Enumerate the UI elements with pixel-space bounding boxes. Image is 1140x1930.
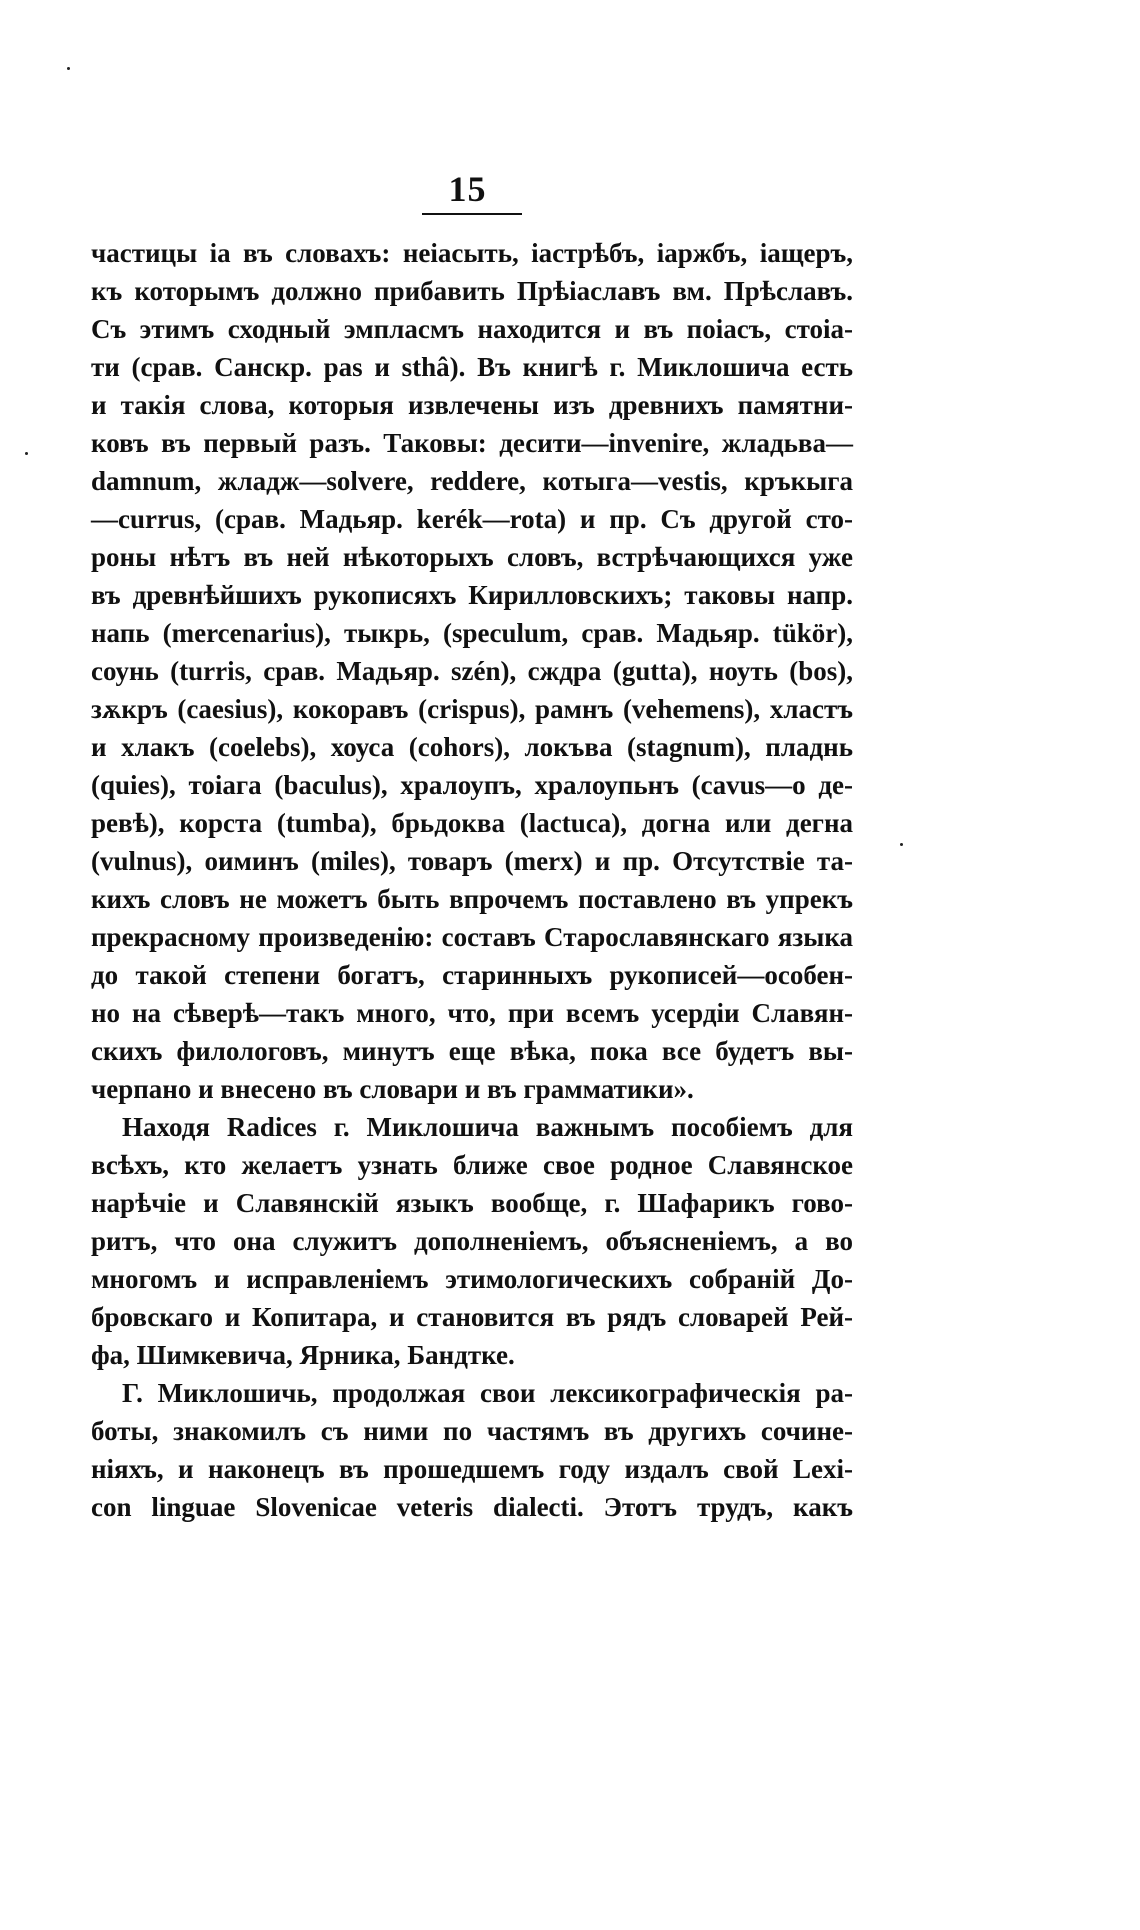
text-line: въ древнѣйшихъ рукописяхъ Кирилловскихъ; таковы напр. xyxy=(91,580,853,610)
text-line: прекрасному произведенію: составъ Старославянскаго языка xyxy=(91,922,853,952)
text-line: и такія слова, которыя извлечены изъ древнихъ памятни- xyxy=(91,390,853,420)
text-line: (vulnus), оиминъ (miles), товаръ (merx) и пр. Отсутствіе та- xyxy=(91,846,853,876)
text-line: зѫкръ (caesius), кокоравъ (crispus), рамнъ (vehemens), хластъ xyxy=(91,694,853,724)
text-line: соунь (turris, срав. Мадьяр. szén), сждра (gutta), ноуть (bos), xyxy=(91,656,853,686)
text-line: фа, Шимкевича, Ярника, Бандтке. xyxy=(91,1340,515,1370)
text-line: Съ этимъ сходный эмпласмъ находится и въ поiасъ, стоiа- xyxy=(91,314,853,344)
text-line: ритъ, что она служитъ дополненіемъ, объясненіемъ, а во xyxy=(91,1226,853,1256)
text-line: всѣхъ, кто желаетъ узнать ближе свое родное Славянское xyxy=(91,1150,853,1180)
page-number: 15 xyxy=(448,169,487,209)
text-line: роны нѣтъ въ ней нѣкоторыхъ словъ, встрѣчающихся уже xyxy=(91,542,853,572)
paragraph-first-line: Находя Radices г. Миклошича важнымъ пособіемъ для xyxy=(122,1112,853,1142)
text-line: ковъ въ первый разъ. Таковы: десити—invenire, жладьва— xyxy=(91,428,853,458)
page-number-rule xyxy=(422,213,522,215)
text-line: —currus, (срав. Мадьяр. kerék—rota) и пр. Съ другой сто- xyxy=(91,504,853,534)
text-line: къ которымъ должно прибавить Прѣiаславъ вм. Прѣславъ. xyxy=(91,276,853,306)
text-line: частицы ia въ словахъ: неiасыть, iастрѣбъ, iаржбъ, iащеръ, xyxy=(91,238,853,268)
text-line: до такой степени богатъ, старинныхъ рукописей—особен- xyxy=(91,960,853,990)
paragraph-first-line: Г. Миклошичь, продолжая свои лексикографическія ра- xyxy=(122,1378,853,1408)
text-line: ревѣ), корста (tumba), брьдоква (lactuca), догна или дегна xyxy=(91,808,853,838)
scan-speck xyxy=(25,452,28,455)
text-line: бровскаго и Копитара, и становится въ рядъ словарей Рей- xyxy=(91,1302,853,1332)
text-line: ніяхъ, и наконецъ въ прошедшемъ году издалъ свой Lexi- xyxy=(91,1454,853,1484)
text-line: боты, знакомилъ съ ними по частямъ въ другихъ сочине- xyxy=(91,1416,853,1446)
scan-speck xyxy=(67,67,70,70)
text-line: con linguae Slovenicae veteris dialecti. Этотъ трудъ, какъ xyxy=(91,1492,853,1522)
text-line: черпано и внесено въ словари и въ грамматики». xyxy=(91,1074,694,1104)
text-line: ти (срав. Санскр. pas и sthâ). Въ книгѣ г. Миклошича есть xyxy=(91,352,853,382)
text-line: скихъ филологовъ, минутъ еще вѣка, пока все будетъ вы- xyxy=(91,1036,853,1066)
text-line: но на сѣверѣ—такъ много, что, при всемъ усердіи Славян- xyxy=(91,998,853,1028)
text-line: кихъ словъ не можетъ быть впрочемъ поставлено въ упрекъ xyxy=(91,884,853,914)
scan-speck xyxy=(900,843,903,846)
text-line: (quies), тоiага (baculus), хралоупъ, хралоупьнъ (cavus—о де- xyxy=(91,770,853,800)
text-line: и хлакъ (coelebs), хоуса (cohors), локъва (stagnum), пладнь xyxy=(91,732,853,762)
text-line: нарѣчіе и Славянскій языкъ вообще, г. Шафарикъ гово- xyxy=(91,1188,853,1218)
text-line: многомъ и исправленіемъ этимологическихъ собраній До- xyxy=(91,1264,853,1294)
text-line: напь (mercenarius), тыкрь, (speculum, срав. Мадьяр. tükör), xyxy=(91,618,853,648)
text-line: damnum, жладж—solvere, reddere, котыга—vestis, кръкыга xyxy=(91,466,853,496)
